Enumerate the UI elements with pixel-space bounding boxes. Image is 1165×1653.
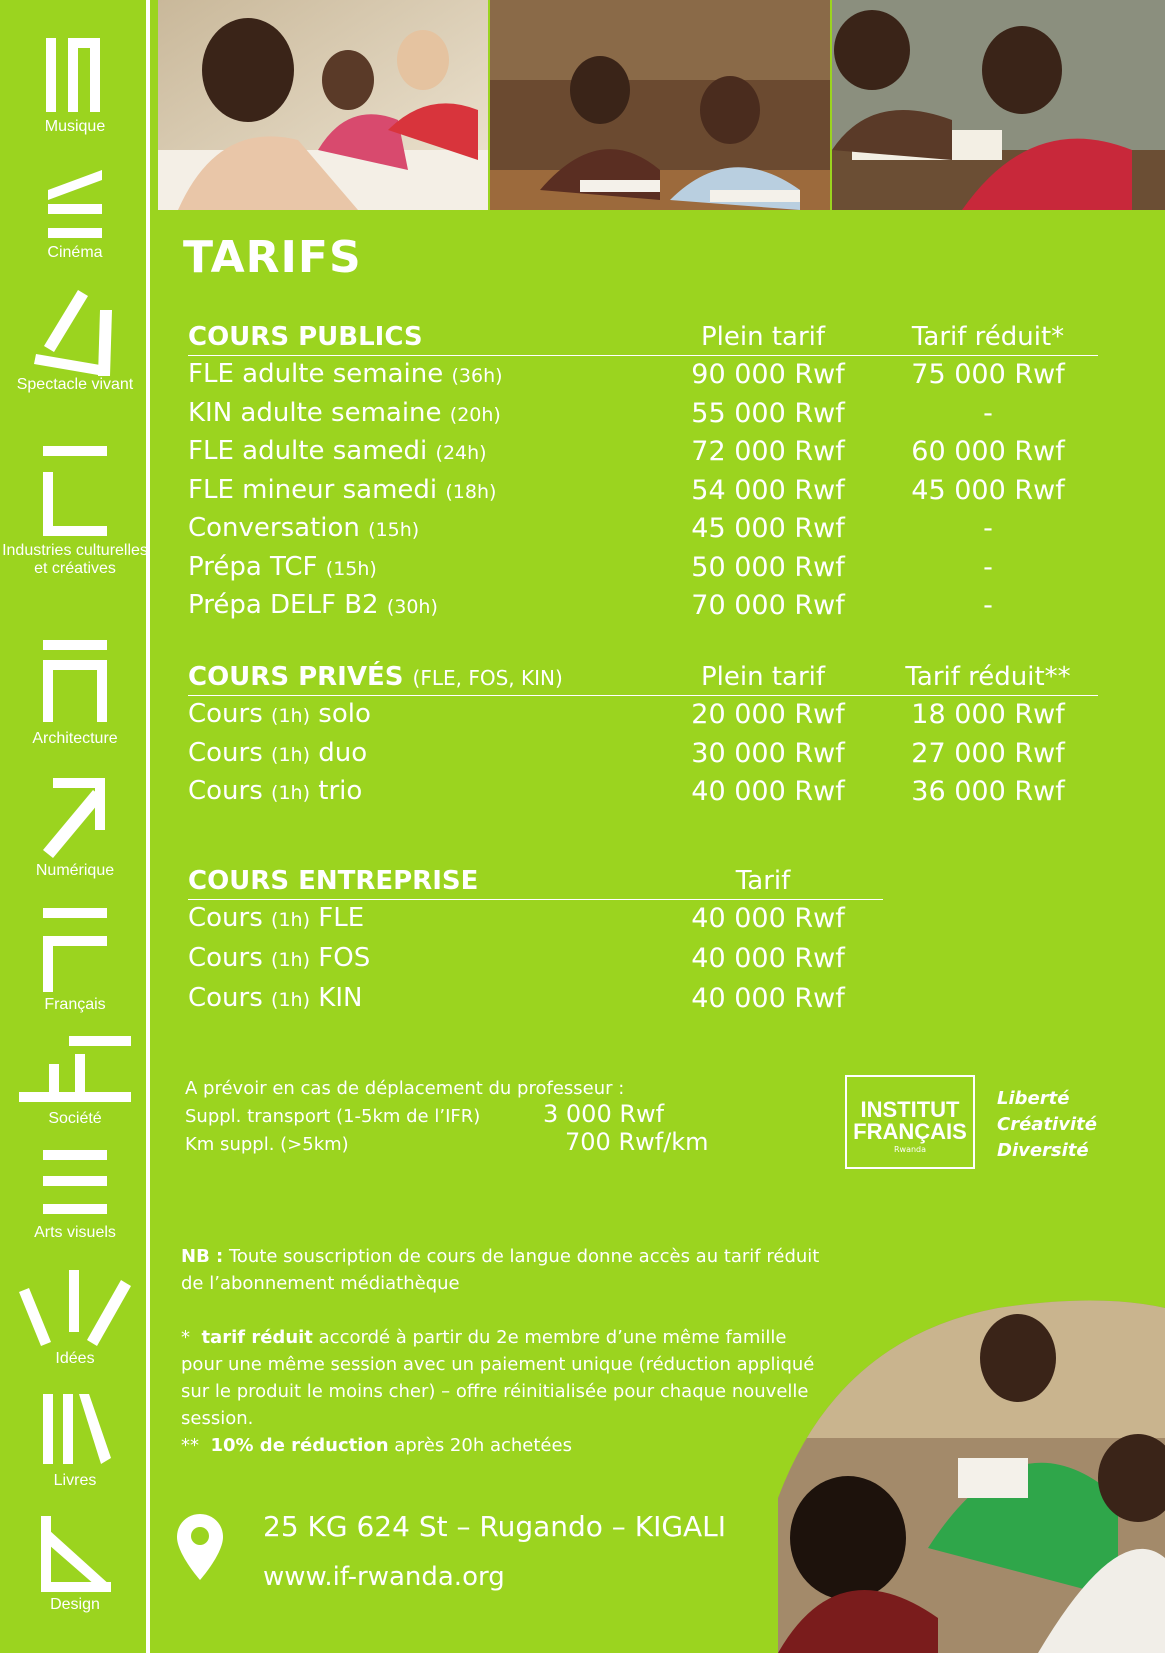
course-label: FLE adulte semaine (36h) xyxy=(188,359,503,389)
section-title: COURS ENTREPRISE xyxy=(188,866,479,896)
books-icon xyxy=(35,1394,115,1472)
map-pin-icon xyxy=(175,1512,225,1582)
table-row xyxy=(188,980,883,1020)
table-row xyxy=(188,940,883,980)
sidebar-label: Architecture xyxy=(32,730,118,747)
sidebar-label: Arts visuels xyxy=(34,1224,116,1241)
full-price: 30 000 Rwf xyxy=(691,737,845,769)
table-row xyxy=(188,773,1098,812)
column-header-reduced: Tarif réduit* xyxy=(911,322,1065,352)
sidebar-item-musique[interactable] xyxy=(0,38,150,136)
reduced-price: 18 000 Rwf xyxy=(911,699,1065,730)
address-text: 25 KG 624 St – Rugando – KIGALI xyxy=(263,1510,727,1543)
reduced-price: - xyxy=(983,551,993,583)
ideas-icon xyxy=(15,1270,135,1350)
note-double-star: ** 10% de réduction après 20h achetées xyxy=(181,1435,572,1456)
section-header xyxy=(188,318,1098,356)
section-title: COURS PUBLICS xyxy=(188,322,423,352)
table-row xyxy=(188,433,1098,472)
price: 40 000 Rwf xyxy=(691,903,845,934)
course-label: Cours (1h) duo xyxy=(188,737,368,768)
full-price: 50 000 Rwf xyxy=(691,551,845,583)
table-row xyxy=(188,395,1098,434)
price: 40 000 Rwf xyxy=(691,943,845,974)
section-cours-entreprise xyxy=(188,862,883,1020)
sidebar-label: Société xyxy=(48,1110,102,1127)
cinema-icon xyxy=(40,168,110,244)
sidebar-item-numerique[interactable] xyxy=(0,776,150,880)
section-cours-prives xyxy=(188,658,1098,812)
sidebar-label: Numérique xyxy=(35,862,115,879)
travel-label: Suppl. transport (1-5km de l’IFR) xyxy=(185,1106,481,1127)
full-price: 70 000 Rwf xyxy=(691,590,845,621)
digital-icon xyxy=(35,776,115,862)
page-title: TARIFS xyxy=(183,232,362,283)
travel-value: 700 Rwf/km xyxy=(565,1128,709,1156)
institut-francais-logo: INSTITUT FRANÇAIS Rwanda xyxy=(845,1075,975,1169)
course-label: Cours (1h) FOS xyxy=(188,943,371,973)
reduced-price: 60 000 Rwf xyxy=(911,436,1065,467)
travel-costs xyxy=(185,1075,709,1159)
french-icon xyxy=(35,908,115,996)
reduced-price: 75 000 Rwf xyxy=(911,359,1065,390)
reduced-price: - xyxy=(983,513,993,544)
reduced-price: 27 000 Rwf xyxy=(911,737,1065,769)
sidebar-item-francais[interactable] xyxy=(0,908,150,1014)
music-icon xyxy=(40,38,110,118)
travel-row xyxy=(185,1128,709,1159)
sidebar-label: Spectacle vivant xyxy=(16,376,134,393)
reduced-price: 36 000 Rwf xyxy=(911,776,1065,807)
section-header xyxy=(188,862,883,900)
travel-heading: A prévoir en cas de déplacement du professeur : xyxy=(185,1078,625,1099)
sidebar-label: Cinéma xyxy=(47,244,103,261)
reduced-price: 45 000 Rwf xyxy=(911,474,1065,506)
column-header-price: Tarif xyxy=(735,866,791,896)
course-label: FLE mineur samedi (18h) xyxy=(188,474,497,505)
notes xyxy=(181,1243,821,1459)
sidebar-label: Industries culturelles et créatives xyxy=(2,542,148,577)
table-row xyxy=(188,696,1098,735)
architecture-icon xyxy=(35,640,115,730)
full-price: 40 000 Rwf xyxy=(691,776,845,807)
sidebar-item-arts-visuels[interactable] xyxy=(0,1150,150,1242)
section-title: COURS PRIVÉS (FLE, FOS, KIN) xyxy=(188,662,563,692)
industries-icon xyxy=(35,446,115,542)
full-price: 55 000 Rwf xyxy=(691,397,845,429)
course-label: Conversation (15h) xyxy=(188,513,420,543)
course-label: KIN adulte semaine (20h) xyxy=(188,397,501,428)
sidebar-label: Livres xyxy=(53,1472,97,1489)
course-label: Prépa TCF (15h) xyxy=(188,551,377,582)
course-label: Cours (1h) FLE xyxy=(188,903,365,933)
column-header-full: Plein tarif xyxy=(700,662,826,692)
sidebar-item-design[interactable] xyxy=(0,1516,150,1614)
full-price: 20 000 Rwf xyxy=(691,699,845,730)
website-link[interactable]: www.if-rwanda.org xyxy=(263,1562,505,1592)
sidebar-label: Design xyxy=(50,1596,100,1613)
sidebar xyxy=(0,0,150,1653)
travel-row xyxy=(185,1100,665,1131)
full-price: 90 000 Rwf xyxy=(691,359,845,390)
section-header xyxy=(188,658,1098,696)
table-row xyxy=(188,549,1098,588)
sidebar-item-spectacle[interactable] xyxy=(0,290,150,394)
note-star: * tarif réduit accordé à partir du 2e membre d’une même famille pour une même session avec un paiement unique (réduction appliqué sur le produit le moins cher) – offre réinitialisée pour chaque nouvelle session. xyxy=(181,1327,815,1429)
course-label: Cours (1h) KIN xyxy=(188,983,363,1013)
sidebar-item-livres[interactable] xyxy=(0,1394,150,1490)
visual-arts-icon xyxy=(35,1150,115,1224)
full-price: 45 000 Rwf xyxy=(691,513,845,544)
sidebar-item-idees[interactable] xyxy=(0,1270,150,1368)
price: 40 000 Rwf xyxy=(691,983,845,1014)
course-label: FLE adulte samedi (24h) xyxy=(188,436,487,466)
table-row xyxy=(188,472,1098,511)
table-row xyxy=(188,900,883,940)
sidebar-label: Musique xyxy=(44,118,106,135)
travel-value: 3 000 Rwf xyxy=(543,1100,665,1128)
travel-label: Km suppl. (>5km) xyxy=(185,1134,349,1155)
table-row xyxy=(188,587,1098,626)
column-header-full: Plein tarif xyxy=(700,322,826,352)
course-label: Cours (1h) solo xyxy=(188,699,371,729)
table-row xyxy=(188,356,1098,395)
photo-teacher-students xyxy=(778,1298,1165,1653)
sidebar-item-societe[interactable] xyxy=(0,1036,150,1128)
sidebar-item-architecture[interactable] xyxy=(0,640,150,748)
sidebar-label: Français xyxy=(44,996,106,1013)
society-icon xyxy=(15,1036,135,1110)
column-header-reduced: Tarif réduit** xyxy=(905,662,1071,692)
motto: Liberté Créativité Diversité xyxy=(997,1088,1097,1161)
sidebar-label: Idées xyxy=(55,1350,95,1367)
full-price: 72 000 Rwf xyxy=(691,436,845,467)
design-icon xyxy=(35,1516,115,1596)
reduced-price: - xyxy=(983,590,993,621)
note-nb: NB : Toute souscription de cours de langue donne accès au tarif réduit de l’abonnement médiathèque xyxy=(181,1246,820,1294)
course-label: Cours (1h) trio xyxy=(188,776,363,806)
table-row xyxy=(188,510,1098,549)
course-label: Prépa DELF B2 (30h) xyxy=(188,590,438,620)
full-price: 54 000 Rwf xyxy=(691,474,845,506)
reduced-price: - xyxy=(983,397,993,429)
performance-icon xyxy=(30,290,120,376)
sidebar-item-industries[interactable] xyxy=(0,446,150,578)
section-cours-publics xyxy=(188,318,1098,626)
sidebar-item-cinema[interactable] xyxy=(0,168,150,262)
table-row xyxy=(188,735,1098,774)
